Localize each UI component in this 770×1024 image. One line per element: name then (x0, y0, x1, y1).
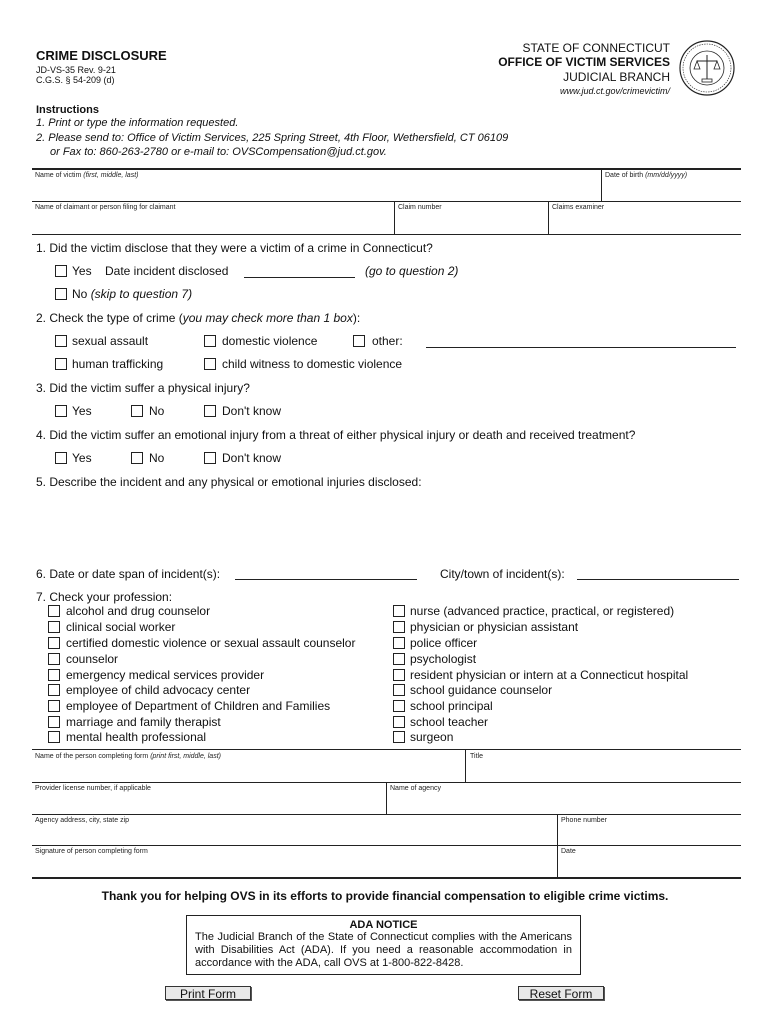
instruction-1: 1. Print or type the information requested. (36, 117, 239, 129)
profession-label: psychologist (410, 652, 477, 666)
profession-label: employee of Department of Children and Families (66, 699, 331, 713)
q4-text: 4. Did the victim suffer an emotional injury from a threat of either physical injury or death and received treatment? (36, 428, 636, 442)
claimant-name-input[interactable] (34, 213, 392, 231)
q4-yes-label: Yes (72, 451, 92, 465)
date-input[interactable] (560, 857, 739, 875)
address-input[interactable] (34, 826, 554, 844)
victim-name-label: Name of victim (first, middle, last) (35, 172, 139, 179)
sexual-assault-checkbox[interactable] (55, 335, 67, 347)
profession-checkbox[interactable] (393, 669, 405, 681)
state-seal (678, 39, 736, 97)
profession-label: school principal (410, 699, 493, 713)
profession-label: counselor (66, 652, 119, 666)
profession-checkbox[interactable] (48, 605, 60, 617)
q3-dont-know-checkbox[interactable] (204, 405, 216, 417)
profession-label: police officer (410, 636, 478, 650)
bottom-rule (32, 877, 741, 879)
ada-body: The Judicial Branch of the State of Connecticut complies with the Americans with Disabilities Act (ADA). If you need a reasonable accommodation in accordance with the ADA, call OVS at 1-800-822-8428. (195, 931, 572, 969)
profession-checkbox[interactable] (393, 716, 405, 728)
signature-label: Signature of person completing form (35, 848, 148, 855)
completer-name-input[interactable] (34, 762, 462, 780)
profession-label: mental health professional (66, 730, 207, 744)
q5-text: 5. Describe the incident and any physical or emotional injuries disclosed: (36, 475, 422, 489)
profession-checkbox[interactable] (48, 621, 60, 633)
profession-label: surgeon (410, 730, 454, 744)
q1-no-checkbox[interactable] (55, 288, 67, 300)
office-name: OFFICE OF VICTIM SERVICES (498, 55, 670, 69)
q4-dont-know-checkbox[interactable] (204, 452, 216, 464)
q6-city-label: City/town of incident(s): (440, 567, 565, 581)
claims-examiner-label: Claims examiner (552, 204, 605, 211)
incident-city-input[interactable] (577, 579, 739, 580)
profession-label: school guidance counselor (410, 683, 553, 697)
instructions-heading: Instructions (36, 104, 99, 116)
profession-checkbox[interactable] (393, 684, 405, 696)
q1-yes-checkbox[interactable] (55, 265, 67, 277)
dob-label: Date of birth (mm/dd/yyyy) (605, 172, 688, 179)
profession-label: nurse (advanced practice, practical, or registered) (410, 604, 675, 618)
claim-number-label: Claim number (398, 204, 442, 211)
incident-description-input[interactable] (36, 492, 736, 560)
signature-input[interactable] (34, 857, 554, 875)
q2-text: 2. Check the type of crime (you may check more than 1 box): (36, 311, 361, 325)
profession-label: employee of child advocacy center (66, 683, 251, 697)
q4-no-checkbox[interactable] (131, 452, 143, 464)
ada-notice-box (186, 915, 581, 975)
date-disclosed-label: Date incident disclosed (105, 264, 229, 278)
print-form-button[interactable]: Print Form (165, 986, 251, 1000)
agency-input[interactable] (389, 794, 739, 812)
q1-text: 1. Did the victim disclose that they were a victim of a crime in Connecticut? (36, 241, 433, 255)
statute: C.G.S. § 54-209 (d) (36, 75, 115, 85)
profession-checkbox[interactable] (48, 716, 60, 728)
human-trafficking-checkbox[interactable] (55, 358, 67, 370)
q4-no-label: No (149, 451, 165, 465)
other-crime-input[interactable] (426, 347, 736, 348)
form-title: CRIME DISCLOSURE (36, 48, 167, 63)
form-id: JD-VS-35 Rev. 9-21 (36, 65, 116, 75)
profession-checkbox[interactable] (48, 653, 60, 665)
domestic-violence-checkbox[interactable] (204, 335, 216, 347)
profession-label: alcohol and drug counselor (66, 604, 211, 618)
profession-checkbox[interactable] (393, 605, 405, 617)
other-crime-label: other: (372, 334, 403, 348)
date-label: Date (561, 848, 576, 855)
profession-checkbox[interactable] (393, 637, 405, 649)
profession-checkbox[interactable] (48, 669, 60, 681)
profession-label: resident physician or intern at a Connecticut hospital (410, 668, 689, 682)
profession-label: emergency medical services provider (66, 668, 265, 682)
q3-dont-know-label: Don't know (222, 404, 281, 418)
domestic-violence-label: domestic violence (222, 334, 318, 348)
q4-yes-checkbox[interactable] (55, 452, 67, 464)
profession-label: certified domestic violence or sexual assault counselor (66, 636, 356, 650)
q3-yes-label: Yes (72, 404, 92, 418)
claims-examiner-input[interactable] (551, 213, 739, 231)
instruction-2: 2. Please send to: Office of Victim Services, 225 Spring Street, 4th Floor, Wethersfield, CT 06109 (36, 132, 509, 144)
profession-checkbox[interactable] (393, 700, 405, 712)
profession-checkbox[interactable] (393, 731, 405, 743)
website-url: www.jud.ct.gov/crimevictim/ (559, 86, 670, 96)
agency-label: Name of agency (390, 785, 441, 792)
q3-no-label: No (149, 404, 165, 418)
ada-heading: ADA NOTICE (349, 919, 418, 931)
completer-title-label: Title (470, 753, 483, 760)
incident-date-input[interactable] (235, 579, 417, 580)
completer-title-input[interactable] (468, 762, 739, 780)
q3-text: 3. Did the victim suffer a physical injury? (36, 381, 250, 395)
q1-yes-label: Yes (72, 264, 92, 278)
victim-name-input[interactable] (34, 181, 598, 199)
profession-label: marriage and family therapist (66, 715, 221, 729)
instruction-3: or Fax to: 860-263-2780 or e-mail to: OVSCompensation@jud.ct.gov. (50, 146, 387, 158)
profession-checkbox[interactable] (48, 731, 60, 743)
q4-dont-know-label: Don't know (222, 451, 281, 465)
child-witness-checkbox[interactable] (204, 358, 216, 370)
dob-input[interactable] (604, 181, 739, 199)
child-witness-label: child witness to domestic violence (222, 357, 403, 371)
profession-label: physician or physician assistant (410, 620, 579, 634)
q6-date-label: 6. Date or date span of incident(s): (36, 567, 221, 581)
profession-checkbox[interactable] (48, 684, 60, 696)
q1-goto-note: (go to question 2) (365, 264, 459, 278)
profession-label: clinical social worker (66, 620, 176, 634)
other-crime-checkbox[interactable] (353, 335, 365, 347)
profession-checkbox[interactable] (48, 700, 60, 712)
human-trafficking-label: human trafficking (72, 357, 164, 371)
branch-name: JUDICIAL BRANCH (563, 70, 670, 84)
q7-text: 7. Check your profession: (36, 590, 173, 604)
license-input[interactable] (34, 794, 384, 812)
license-label: Provider license number, if applicable (35, 785, 151, 792)
q3-yes-checkbox[interactable] (55, 405, 67, 417)
claim-number-input[interactable] (397, 213, 546, 231)
sexual-assault-label: sexual assault (72, 334, 149, 348)
top-rule (32, 168, 741, 170)
completer-name-label: Name of the person completing form (print first, middle, last) (35, 753, 221, 760)
thank-you-note: Thank you for helping OVS in its efforts to provide financial compensation to eligible crime victims. (101, 889, 669, 903)
phone-label: Phone number (561, 817, 607, 824)
profession-label: school teacher (410, 715, 489, 729)
claimant-name-label: Name of claimant or person filing for claimant (35, 204, 176, 211)
address-label: Agency address, city, state zip (35, 817, 130, 824)
state-name: STATE OF CONNECTICUT (522, 41, 670, 55)
q1-no-label: No (skip to question 7) (72, 287, 193, 301)
profession-checkbox[interactable] (393, 653, 405, 665)
phone-input[interactable] (560, 826, 739, 844)
reset-form-button[interactable]: Reset Form (518, 986, 604, 1000)
profession-checkbox[interactable] (393, 621, 405, 633)
date-disclosed-input[interactable] (244, 277, 355, 278)
profession-checkbox[interactable] (48, 637, 60, 649)
q3-no-checkbox[interactable] (131, 405, 143, 417)
